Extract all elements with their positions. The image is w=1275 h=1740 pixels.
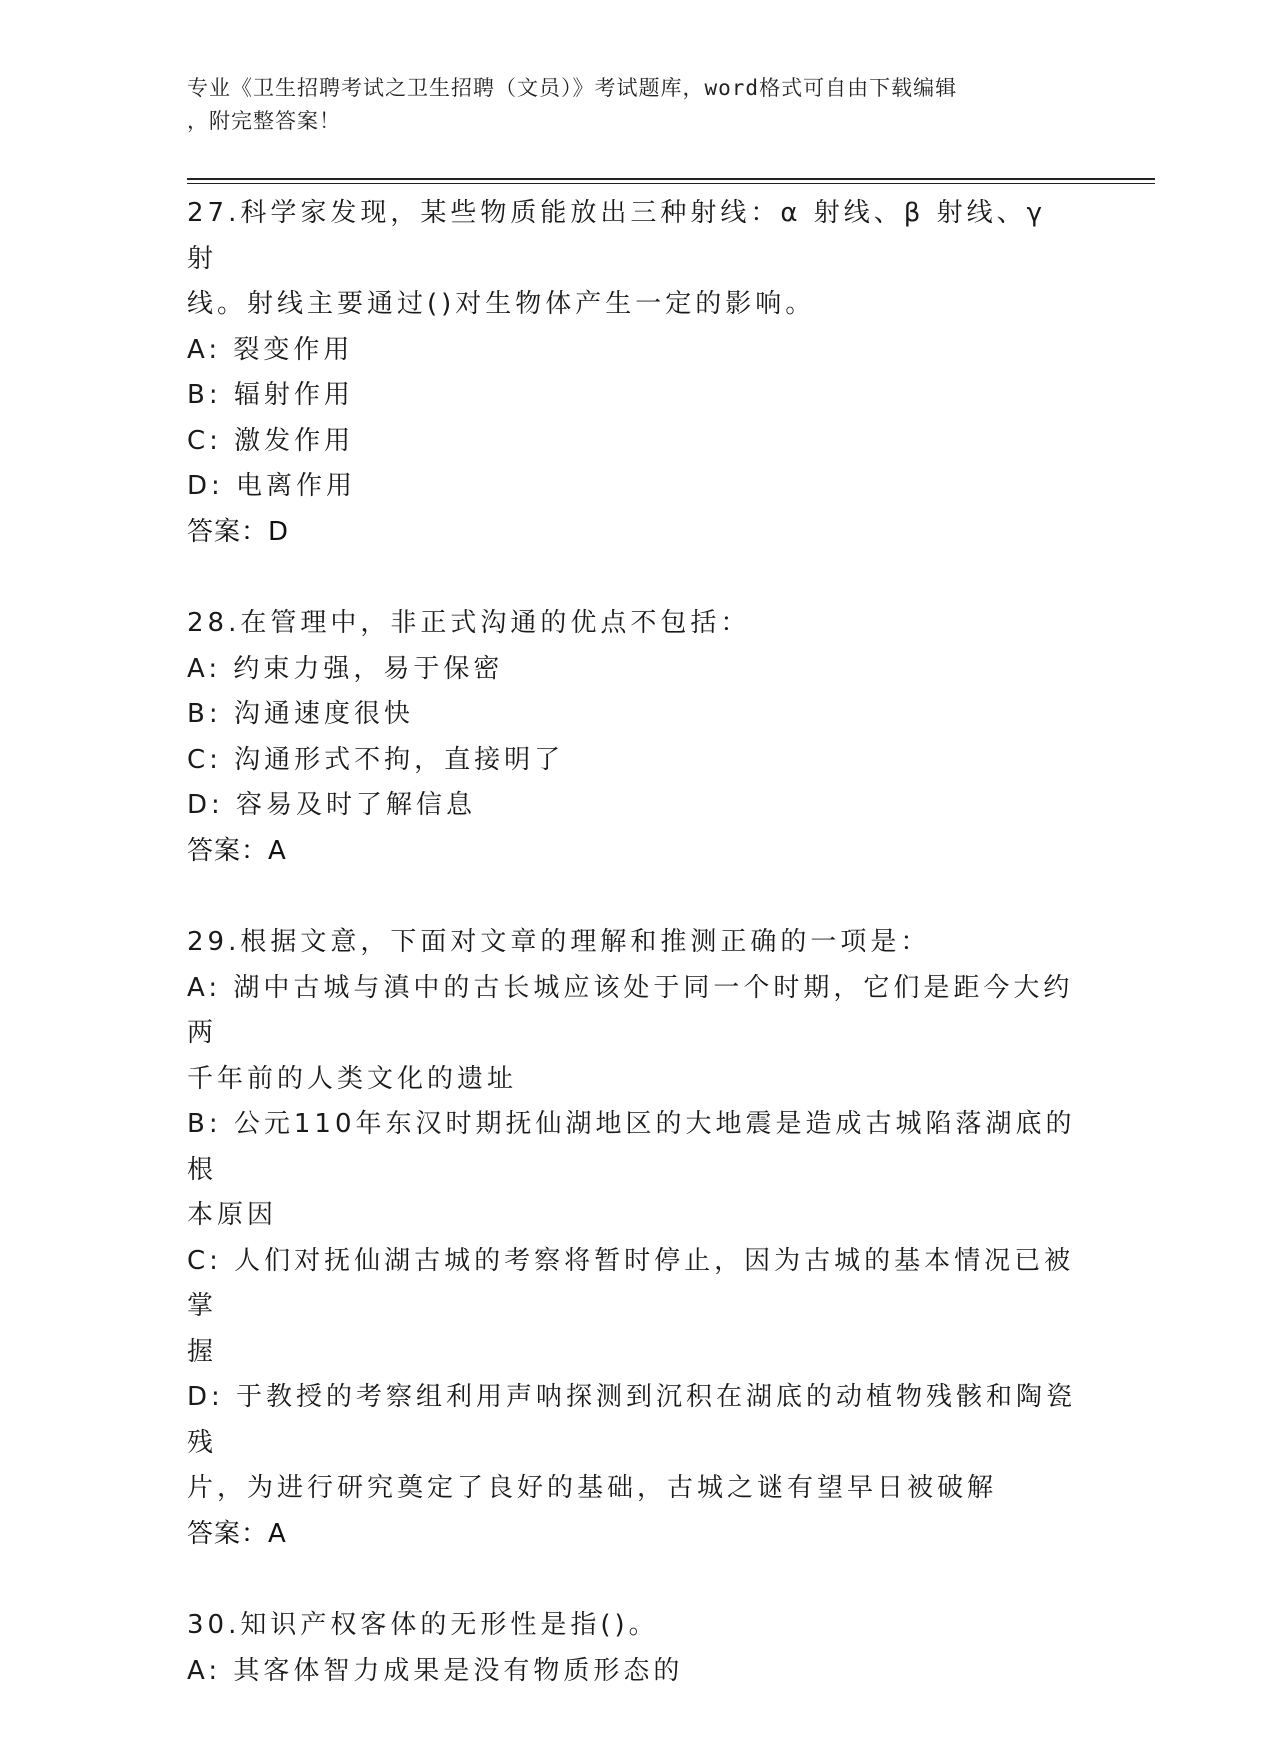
answer-label: 答案：A (187, 835, 287, 866)
question-list (187, 191, 1087, 1740)
option-d: D: 于教授的考察组利用声呐探测到沉积在湖底的动植物残骸和陶瓷残 (187, 1382, 1077, 1458)
question-30 (187, 1603, 1087, 1694)
question-28 (187, 601, 1087, 874)
option-a: A: 湖中古城与滇中的古长城应该处于同一个时期，它们是距今大约两 (187, 972, 1074, 1048)
header-line-1: 专业《卫生招聘考试之卫生招聘（文员）》考试题库，word格式可自由下载编辑 (187, 76, 958, 100)
answer-label: 答案：D (187, 516, 290, 547)
option-c: C: 激发作用 (187, 425, 355, 456)
question-27 (187, 191, 1087, 555)
option-c: C: 沟通形式不拘，直接明了 (187, 744, 565, 775)
option-a: A: 约束力强，易于保密 (187, 653, 504, 684)
answer-label: 答案：A (187, 1518, 287, 1549)
option-b-continued: 本原因 (187, 1200, 278, 1230)
option-d-continued: 片，为进行研究奠定了良好的基础，古城之谜有望早日被破解 (187, 1473, 998, 1503)
option-b: B: 沟通速度很快 (187, 699, 414, 729)
header-line-2: ，附完整答案！ (187, 109, 341, 133)
document-header (187, 72, 1067, 138)
option-d: D: 容易及时了解信息 (187, 790, 477, 820)
option-d: D: 电离作用 (187, 471, 357, 501)
option-a: A: 裂变作用 (187, 334, 354, 365)
question-stem-line: 线。射线主要通过()对生物体产生一定的影响。 (187, 289, 816, 319)
question-stem-line: 27.科学家发现，某些物质能放出三种射线：α 射线、β 射线、γ 射 (187, 198, 1046, 274)
header-rule-thick (187, 178, 1155, 180)
option-b: B: 辐射作用 (187, 380, 354, 410)
option-a-continued: 千年前的人类文化的遗址 (187, 1063, 518, 1094)
option-b: B: 公元110年东汉时期抚仙湖地区的大地震是造成古城陷落湖底的根 (187, 1109, 1076, 1185)
option-c-continued: 握 (187, 1336, 218, 1367)
question-29 (187, 920, 1087, 1557)
question-stem-line: 30.知识产权客体的无形性是指()。 (187, 1610, 659, 1640)
option-c: C: 人们对抚仙湖古城的考察将暂时停止，因为古城的基本情况已被掌 (187, 1245, 1075, 1321)
option-a: A: 其客体智力成果是没有物质形态的 (187, 1655, 684, 1686)
header-rule-thin (187, 183, 1155, 184)
question-stem-line: 29.根据文意，下面对文章的理解和推测正确的一项是： (187, 927, 931, 957)
question-stem-line: 28.在管理中，非正式沟通的优点不包括： (187, 608, 751, 638)
